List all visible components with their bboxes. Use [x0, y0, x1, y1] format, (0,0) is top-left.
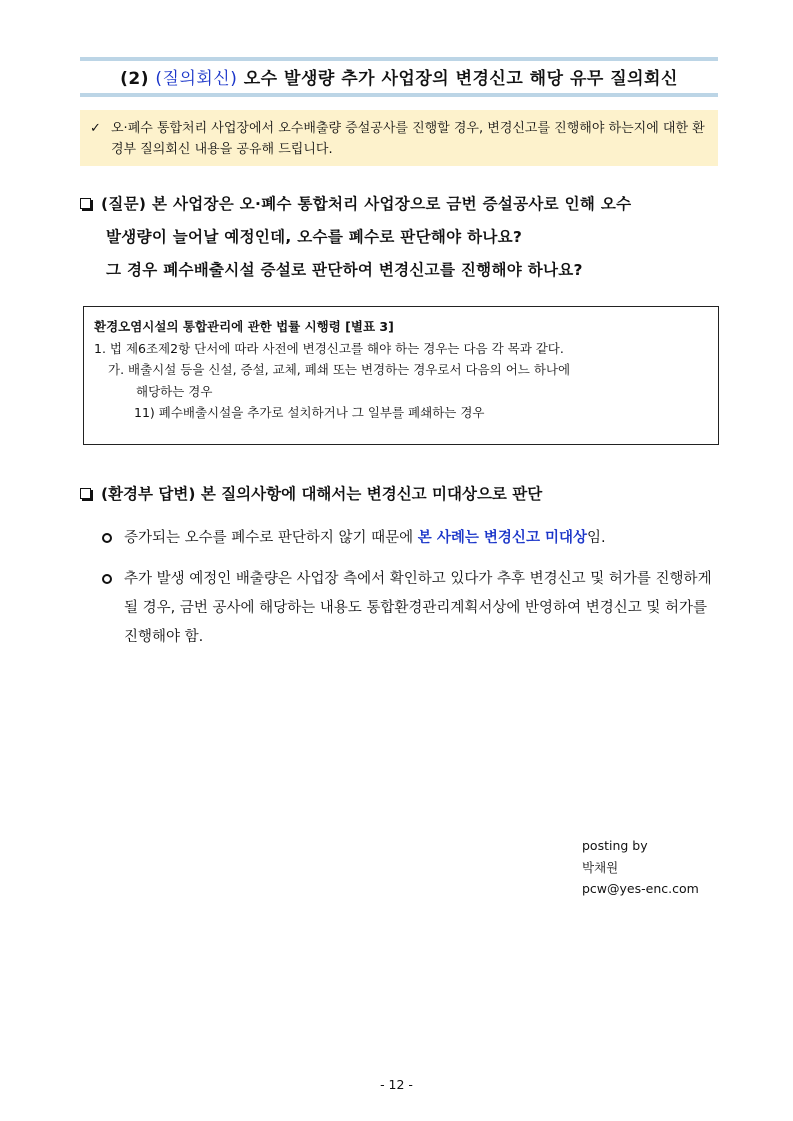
answer-bullet-1-post: 임. [587, 530, 606, 546]
check-icon: ✓ [90, 121, 101, 136]
answer-bullet-1-pre: 증가되는 오수를 폐수로 판단하지 않기 때문에 [124, 530, 418, 546]
title-rule-top [80, 57, 718, 61]
posting-info [582, 835, 699, 900]
title-text: 오수 발생량 추가 사업장의 변경신고 해당 유무 질의회신 [237, 69, 678, 89]
circle-bullet-icon [102, 533, 112, 543]
answer-bullet-1 [102, 524, 722, 552]
question-line-1 [80, 188, 720, 221]
law-item-ga-continued: 해당하는 경우 [136, 383, 213, 399]
title-rule-bottom [80, 93, 718, 97]
question-line-2: 발생량이 늘어날 예정인데, 오수를 폐수로 판단해야 하나요? [106, 228, 523, 246]
law-item-1: 1. 법 제6조제2항 단서에 따라 사전에 변경신고를 해야 하는 경우는 다음 각 목과 같다. [94, 340, 564, 356]
page-title [80, 64, 718, 89]
answer-bullet-1-text [124, 524, 722, 552]
title-tag: (질의회신) [155, 69, 238, 89]
posting-email: pcw@yes-enc.com [582, 881, 699, 896]
page-number: - 12 - [380, 1077, 413, 1092]
question-block [80, 188, 720, 287]
answer-bullet-2-text: 추가 발생 예정인 배출량은 사업장 측에서 확인하고 있다가 추후 변경신고 및 허가를 진행하게 될 경우, 금번 공사에 해당하는 내용도 통합환경관리계획서상에 반영하여 변경신고 및 허가를 진행해야 함. [124, 571, 712, 645]
posting-author: 박채원 [582, 859, 619, 875]
title-bar [80, 57, 718, 97]
answer-highlight: 본 사례는 변경신고 미대상 [417, 530, 588, 546]
checkbox-square-icon [80, 488, 91, 499]
law-excerpt-box [83, 306, 719, 445]
answer-bullet-2 [102, 565, 722, 652]
law-title: 환경오염시설의 통합관리에 관한 법률 시행령 [별표 3] [94, 319, 394, 334]
posting-label: posting by [582, 838, 648, 853]
circle-bullet-icon [102, 574, 112, 584]
question-line-3: 그 경우 폐수배출시설 증설로 판단하여 변경신고를 진행해야 하나요? [106, 261, 583, 279]
answer-heading [80, 480, 720, 508]
checkbox-square-icon [80, 198, 91, 209]
summary-note-text: 오·폐수 통합처리 사업장에서 오수배출량 증설공사를 진행할 경우, 변경신고를 진행해야 하는지에 대한 환경부 질의회신 내용을 공유해 드립니다. [111, 121, 705, 157]
title-prefix: (2) [120, 69, 156, 89]
law-item-11: 11) 폐수배출시설을 추가로 설치하거나 그 일부를 폐쇄하는 경우 [134, 405, 485, 420]
answer-heading-text: (환경부 답변) 본 질의사항에 대해서는 변경신고 미대상으로 판단 [101, 485, 543, 503]
summary-note [80, 110, 718, 166]
law-item-ga: 가. 배출시설 등을 신설, 증설, 교체, 폐쇄 또는 변경하는 경우로서 다음의 어느 하나에 [108, 362, 571, 377]
question-text-1: (질문) 본 사업장은 오·폐수 통합처리 사업장으로 금번 증설공사로 인해 오수 [101, 195, 632, 213]
